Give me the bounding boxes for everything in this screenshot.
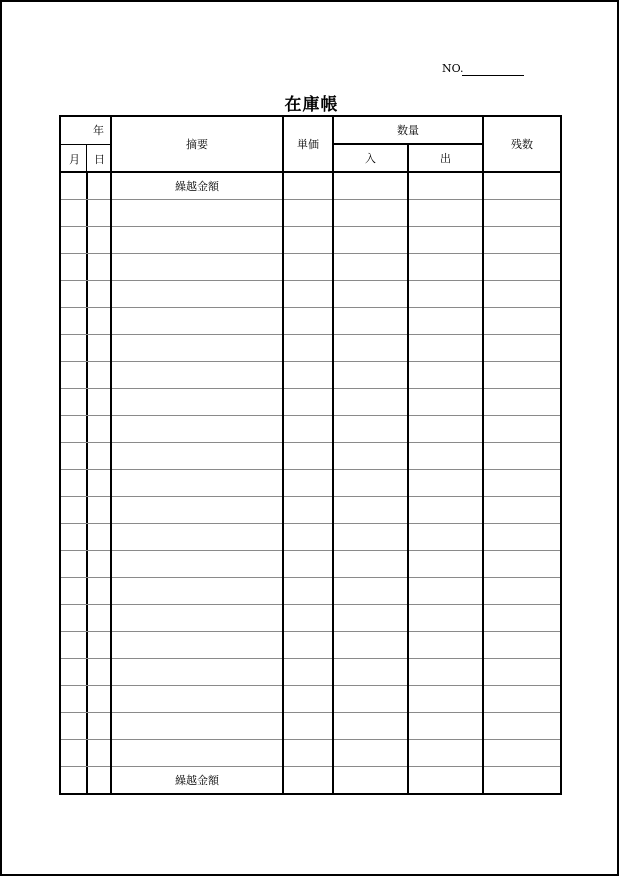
summary-cell[interactable]: 繰越金額 <box>111 767 283 795</box>
summary-cell[interactable] <box>111 551 283 578</box>
table-row <box>60 416 561 443</box>
in-cell[interactable] <box>333 497 408 524</box>
out-cell[interactable] <box>408 416 483 443</box>
month-day-cell[interactable] <box>60 227 111 254</box>
unit-price-cell[interactable] <box>283 605 333 632</box>
in-cell[interactable] <box>333 362 408 389</box>
month-day-cell[interactable] <box>60 713 111 740</box>
summary-cell[interactable] <box>111 416 283 443</box>
balance-cell[interactable] <box>483 551 561 578</box>
month-day-cell[interactable] <box>60 281 111 308</box>
summary-cell[interactable] <box>111 605 283 632</box>
unit-price-header: 単価 <box>283 116 333 172</box>
unit-price-cell[interactable] <box>283 335 333 362</box>
unit-price-cell[interactable] <box>283 281 333 308</box>
table-row <box>60 281 561 308</box>
balance-cell[interactable] <box>483 416 561 443</box>
in-header: 入 <box>333 144 408 172</box>
summary-cell[interactable] <box>111 200 283 227</box>
month-day-cell[interactable] <box>60 659 111 686</box>
month-day-cell[interactable] <box>60 416 111 443</box>
summary-cell[interactable] <box>111 740 283 767</box>
in-cell[interactable] <box>333 551 408 578</box>
unit-price-cell[interactable] <box>283 200 333 227</box>
unit-price-cell[interactable] <box>283 524 333 551</box>
table-row <box>60 767 561 795</box>
out-cell[interactable] <box>408 200 483 227</box>
table-row <box>60 524 561 551</box>
in-cell[interactable] <box>333 578 408 605</box>
table-row <box>60 578 561 605</box>
in-cell[interactable] <box>333 227 408 254</box>
quantity-header: 数量 <box>333 116 483 144</box>
out-cell[interactable] <box>408 740 483 767</box>
table-row <box>60 497 561 524</box>
in-cell[interactable] <box>333 632 408 659</box>
inventory-ledger-table <box>59 115 562 795</box>
balance-cell[interactable] <box>483 632 561 659</box>
out-cell[interactable] <box>408 227 483 254</box>
balance-cell[interactable] <box>483 524 561 551</box>
balance-cell[interactable] <box>483 227 561 254</box>
summary-cell[interactable] <box>111 686 283 713</box>
number-label: NO. <box>442 62 464 75</box>
summary-cell[interactable]: 繰越金額 <box>111 172 283 200</box>
summary-cell[interactable] <box>111 497 283 524</box>
balance-cell[interactable] <box>483 659 561 686</box>
out-cell[interactable] <box>408 632 483 659</box>
summary-cell[interactable] <box>111 443 283 470</box>
unit-price-cell[interactable] <box>283 416 333 443</box>
unit-price-cell[interactable] <box>283 254 333 281</box>
summary-cell[interactable] <box>111 227 283 254</box>
balance-cell[interactable] <box>483 335 561 362</box>
unit-price-cell[interactable] <box>283 551 333 578</box>
in-cell[interactable] <box>333 767 408 795</box>
in-cell[interactable] <box>333 686 408 713</box>
out-cell[interactable] <box>408 659 483 686</box>
out-cell[interactable] <box>408 362 483 389</box>
balance-cell[interactable] <box>483 740 561 767</box>
balance-cell[interactable] <box>483 281 561 308</box>
unit-price-cell[interactable] <box>283 470 333 497</box>
summary-cell[interactable] <box>111 281 283 308</box>
balance-cell[interactable] <box>483 767 561 795</box>
unit-price-cell[interactable] <box>283 659 333 686</box>
balance-cell[interactable] <box>483 605 561 632</box>
out-cell[interactable] <box>408 281 483 308</box>
in-cell[interactable] <box>333 335 408 362</box>
balance-cell[interactable] <box>483 362 561 389</box>
balance-cell[interactable] <box>483 308 561 335</box>
summary-cell[interactable] <box>111 659 283 686</box>
out-header: 出 <box>408 144 483 172</box>
table-row <box>60 443 561 470</box>
month-day-cell[interactable] <box>60 740 111 767</box>
in-cell[interactable] <box>333 443 408 470</box>
summary-cell[interactable] <box>111 335 283 362</box>
balance-cell[interactable] <box>483 578 561 605</box>
month-day-cell[interactable] <box>60 497 111 524</box>
month-day-cell[interactable] <box>60 362 111 389</box>
unit-price-cell[interactable] <box>283 443 333 470</box>
in-cell[interactable] <box>333 524 408 551</box>
out-cell[interactable] <box>408 713 483 740</box>
year-header: 年 <box>60 116 111 144</box>
in-cell[interactable] <box>333 416 408 443</box>
table-row <box>60 470 561 497</box>
month-day-cell[interactable] <box>60 200 111 227</box>
table-row <box>60 362 561 389</box>
table-row <box>60 632 561 659</box>
out-cell[interactable] <box>408 389 483 416</box>
month-day-cell[interactable] <box>60 254 111 281</box>
in-cell[interactable] <box>333 389 408 416</box>
balance-cell[interactable] <box>483 497 561 524</box>
month-day-cell[interactable] <box>60 767 111 795</box>
table-row <box>60 389 561 416</box>
unit-price-cell[interactable] <box>283 632 333 659</box>
month-day-cell[interactable] <box>60 578 111 605</box>
in-cell[interactable] <box>333 172 408 200</box>
in-cell[interactable] <box>333 470 408 497</box>
in-cell[interactable] <box>333 713 408 740</box>
table-row <box>60 172 561 200</box>
unit-price-cell[interactable] <box>283 686 333 713</box>
table-row <box>60 686 561 713</box>
in-cell[interactable] <box>333 659 408 686</box>
unit-price-cell[interactable] <box>283 308 333 335</box>
month-day-cell[interactable] <box>60 551 111 578</box>
balance-header: 残数 <box>483 116 561 172</box>
out-cell[interactable] <box>408 686 483 713</box>
unit-price-cell[interactable] <box>283 713 333 740</box>
table-row <box>60 551 561 578</box>
balance-cell[interactable] <box>483 443 561 470</box>
out-cell[interactable] <box>408 254 483 281</box>
balance-cell[interactable] <box>483 389 561 416</box>
summary-cell[interactable] <box>111 254 283 281</box>
summary-cell[interactable] <box>111 470 283 497</box>
month-day-cell[interactable] <box>60 470 111 497</box>
balance-cell[interactable] <box>483 713 561 740</box>
table-row <box>60 254 561 281</box>
in-cell[interactable] <box>333 281 408 308</box>
summary-cell[interactable] <box>111 308 283 335</box>
table-row <box>60 659 561 686</box>
summary-cell[interactable] <box>111 389 283 416</box>
table-row <box>60 740 561 767</box>
in-cell[interactable] <box>333 200 408 227</box>
unit-price-cell[interactable] <box>283 362 333 389</box>
out-cell[interactable] <box>408 524 483 551</box>
table-row <box>60 200 561 227</box>
balance-cell[interactable] <box>483 686 561 713</box>
month-day-cell[interactable] <box>60 443 111 470</box>
month-day-cell[interactable] <box>60 524 111 551</box>
number-field[interactable] <box>462 75 524 76</box>
month-day-cell[interactable] <box>60 389 111 416</box>
out-cell[interactable] <box>408 172 483 200</box>
day-header: 日 <box>94 152 105 166</box>
balance-cell[interactable] <box>483 200 561 227</box>
table-row <box>60 713 561 740</box>
summary-cell[interactable] <box>111 524 283 551</box>
in-cell[interactable] <box>333 605 408 632</box>
out-cell[interactable] <box>408 578 483 605</box>
out-cell[interactable] <box>408 497 483 524</box>
out-cell[interactable] <box>408 308 483 335</box>
out-cell[interactable] <box>408 551 483 578</box>
out-cell[interactable] <box>408 443 483 470</box>
month-day-cell[interactable] <box>60 605 111 632</box>
out-cell[interactable] <box>408 605 483 632</box>
unit-price-cell[interactable] <box>283 767 333 795</box>
unit-price-cell[interactable] <box>283 497 333 524</box>
out-cell[interactable] <box>408 470 483 497</box>
out-cell[interactable] <box>408 767 483 795</box>
in-cell[interactable] <box>333 740 408 767</box>
page-title: 在庫帳 <box>284 95 339 115</box>
balance-cell[interactable] <box>483 172 561 200</box>
table-row <box>60 308 561 335</box>
out-cell[interactable] <box>408 335 483 362</box>
in-cell[interactable] <box>333 254 408 281</box>
unit-price-cell[interactable] <box>283 389 333 416</box>
table-row <box>60 227 561 254</box>
balance-cell[interactable] <box>483 254 561 281</box>
month-day-cell[interactable] <box>60 632 111 659</box>
summary-header: 摘要 <box>111 116 283 172</box>
in-cell[interactable] <box>333 308 408 335</box>
unit-price-cell[interactable] <box>283 740 333 767</box>
table-row <box>60 605 561 632</box>
balance-cell[interactable] <box>483 470 561 497</box>
summary-cell[interactable] <box>111 632 283 659</box>
month-day-cell[interactable] <box>60 308 111 335</box>
unit-price-cell[interactable] <box>283 172 333 200</box>
table-row <box>60 335 561 362</box>
summary-cell[interactable] <box>111 713 283 740</box>
unit-price-cell[interactable] <box>283 227 333 254</box>
month-day-cell[interactable] <box>60 335 111 362</box>
month-day-cell[interactable] <box>60 686 111 713</box>
summary-cell[interactable] <box>111 578 283 605</box>
month-header: 月 <box>69 152 80 166</box>
unit-price-cell[interactable] <box>283 578 333 605</box>
month-day-header <box>60 144 111 172</box>
month-day-cell[interactable] <box>60 172 111 200</box>
summary-cell[interactable] <box>111 362 283 389</box>
